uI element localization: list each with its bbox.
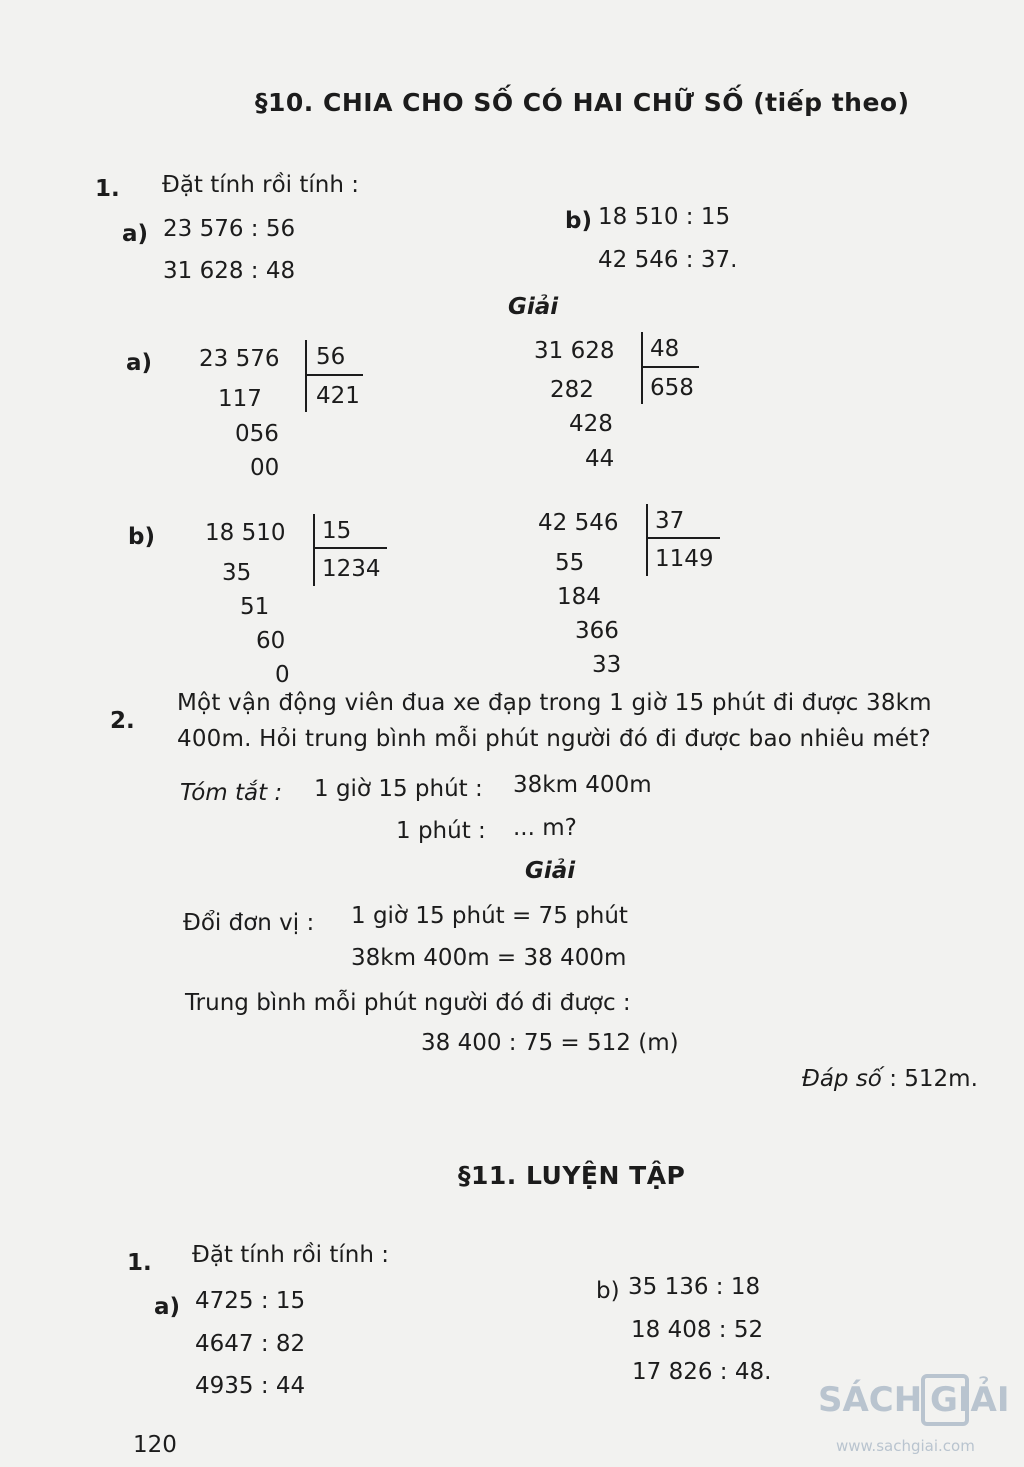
remainder-step: 51 [240, 594, 270, 620]
exercise-1-prompt: Đặt tính rồi tính : [162, 172, 359, 198]
practice-b-label: b) [596, 1278, 620, 1304]
remainder-step: 184 [557, 584, 601, 610]
divisor: 15 [322, 518, 352, 544]
division-line [646, 537, 720, 539]
practice-a-item-1: 4725 : 15 [195, 1288, 306, 1314]
watermark-brand-left: SÁCH [818, 1380, 923, 1420]
division-bar [641, 332, 643, 404]
divisor: 56 [316, 344, 346, 370]
calculation: 38 400 : 75 = 512 (m) [421, 1030, 679, 1056]
practice-b-item-1: 35 136 : 18 [628, 1274, 761, 1300]
exercise-1b-label: b) [565, 208, 592, 234]
solution-b-label: b) [128, 524, 155, 550]
answer-value: : 512m. [889, 1066, 978, 1092]
exercise-1b-item-1: 18 510 : 15 [598, 204, 731, 230]
quotient: 658 [650, 375, 694, 401]
summary-line-2-right: ... m? [513, 815, 577, 841]
exercise-1a-label: a) [122, 221, 149, 247]
solution-heading-2: Giải [525, 858, 576, 884]
remainder-step: 33 [592, 652, 622, 678]
divisor: 48 [650, 336, 680, 362]
practice-a-item-2: 4647 : 82 [195, 1331, 306, 1357]
watermark-url: www.sachgiai.com [836, 1437, 975, 1455]
remainder-step: 60 [256, 628, 286, 654]
watermark-brand-right: GIẢI [930, 1380, 1010, 1420]
exercise-1a-item-1: 23 576 : 56 [163, 216, 296, 242]
unit-conversion-line-1: 1 giờ 15 phút = 75 phút [351, 903, 628, 929]
summary-label: Tóm tắt : [180, 780, 283, 806]
remainder-step: 366 [575, 618, 619, 644]
remainder-step: 44 [585, 446, 615, 472]
division-bar [305, 340, 307, 412]
answer-label: Đáp số [802, 1066, 882, 1092]
dividend: 31 628 [534, 338, 615, 364]
summary-line-1-left: 1 giờ 15 phút : [314, 776, 483, 802]
exercise-1b-item-2: 42 546 : 37. [598, 247, 738, 273]
unit-conversion-line-2: 38km 400m = 38 400m [351, 945, 627, 971]
remainder-step: 55 [555, 550, 585, 576]
practice-exercise-1-number: 1. [127, 1250, 152, 1276]
quotient: 1149 [655, 546, 714, 572]
exercise-2-text-line-2: 400m. Hỏi trung bình mỗi phút người đó đi được bao nhiêu mét? [177, 726, 931, 752]
quotient: 421 [316, 383, 360, 409]
section-10-title: §10. CHIA CHO SỐ CÓ HAI CHỮ SỐ (tiếp theo) [255, 88, 910, 117]
remainder-step: 0 [275, 662, 290, 688]
practice-a-label: a) [154, 1294, 181, 1320]
remainder-step: 282 [550, 377, 594, 403]
dividend: 18 510 [205, 520, 286, 546]
exercise-2-text-line-1: Một vận động viên đua xe đạp trong 1 giờ 15 phút đi được 38km [177, 690, 932, 716]
remainder-step: 428 [569, 411, 613, 437]
practice-a-item-3: 4935 : 44 [195, 1373, 306, 1399]
division-bar [646, 504, 648, 576]
page-number: 120 [133, 1432, 177, 1458]
practice-b-item-3: 17 826 : 48. [632, 1359, 772, 1385]
practice-exercise-1-prompt: Đặt tính rồi tính : [192, 1242, 389, 1268]
division-line [305, 374, 363, 376]
dividend: 23 576 [199, 346, 280, 372]
division-bar [313, 514, 315, 586]
practice-b-item-2: 18 408 : 52 [631, 1317, 764, 1343]
remainder-step: 35 [222, 560, 252, 586]
solution-a-label: a) [126, 350, 153, 376]
solution-heading-1: Giải [508, 294, 559, 320]
answer [802, 1066, 978, 1092]
divisor: 37 [655, 508, 685, 534]
division-line [641, 366, 699, 368]
remainder-step: 056 [235, 421, 279, 447]
unit-conversion-label: Đổi đơn vị : [183, 910, 315, 936]
quotient: 1234 [322, 556, 381, 582]
exercise-1-number: 1. [95, 176, 120, 202]
remainder-step: 117 [218, 386, 262, 412]
exercise-2-number: 2. [110, 708, 135, 734]
remainder-step: 00 [250, 455, 280, 481]
division-line [313, 547, 387, 549]
average-statement: Trung bình mỗi phút người đó đi được : [185, 990, 631, 1016]
summary-line-2-left: 1 phút : [396, 818, 486, 844]
exercise-1a-item-2: 31 628 : 48 [163, 258, 296, 284]
section-11-title: §11. LUYỆN TẬP [458, 1161, 686, 1190]
dividend: 42 546 [538, 510, 619, 536]
summary-line-1-right: 38km 400m [513, 772, 652, 798]
